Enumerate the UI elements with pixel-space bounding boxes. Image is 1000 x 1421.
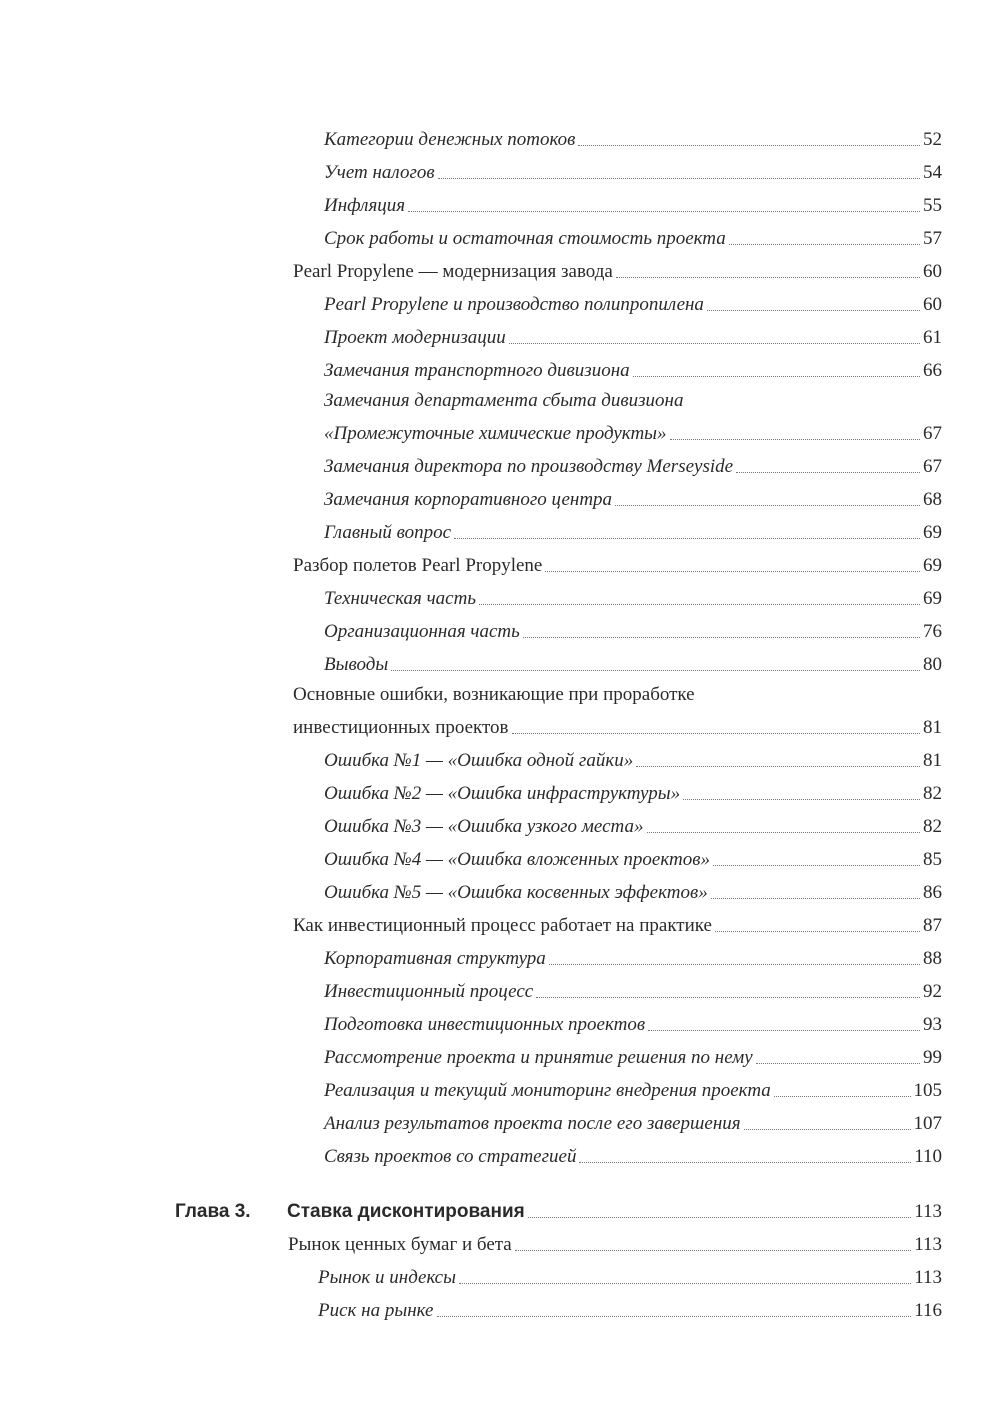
chapter-heading bbox=[0, 1190, 1000, 1223]
toc-entry[interactable] bbox=[0, 445, 1000, 478]
dot-leader bbox=[616, 277, 920, 278]
page-number: 107 bbox=[913, 1113, 942, 1134]
entry-title: Организационная часть bbox=[324, 621, 520, 642]
toc-entry[interactable] bbox=[0, 316, 1000, 349]
toc-entry[interactable] bbox=[0, 1036, 1000, 1069]
toc-entry[interactable] bbox=[0, 283, 1000, 316]
page-number: 113 bbox=[914, 1201, 942, 1222]
dot-leader bbox=[729, 244, 920, 245]
page-number: 105 bbox=[913, 1080, 942, 1101]
dot-leader bbox=[523, 637, 920, 638]
dot-leader bbox=[633, 376, 920, 377]
dot-leader bbox=[512, 733, 920, 734]
page-number: 113 bbox=[914, 1267, 942, 1288]
entry-title: Техническая часть bbox=[324, 588, 476, 609]
entry-title: Реализация и текущий мониторинг внедрения проекта bbox=[324, 1080, 771, 1101]
chapter-title: Ставка дисконтирования bbox=[287, 1201, 525, 1222]
entry-title: Проект модернизации bbox=[324, 327, 506, 348]
entry-title: Связь проектов со стратегией bbox=[324, 1146, 577, 1167]
entry-title: Замечания транспортного дивизиона bbox=[324, 360, 630, 381]
entry-title: Подготовка инвестиционных проектов bbox=[324, 1014, 646, 1035]
entry-title: Рынок ценных бумаг и бета bbox=[288, 1234, 512, 1255]
toc-entries-chapter-3 bbox=[0, 1223, 1000, 1322]
entry-title: Разбор полетов Pearl Propylene bbox=[293, 555, 543, 576]
dot-leader bbox=[479, 604, 920, 605]
dot-leader bbox=[683, 799, 920, 800]
entry-title: Инвестиционный процесс bbox=[324, 981, 534, 1002]
dot-leader bbox=[545, 571, 920, 572]
entry-title: Учет налогов bbox=[324, 162, 435, 183]
page-number: 67 bbox=[923, 423, 942, 444]
dot-leader bbox=[528, 1217, 911, 1218]
dot-leader bbox=[636, 766, 920, 767]
toc-entry[interactable] bbox=[0, 544, 1000, 577]
entry-title: Ошибка №5 — «Ошибка косвенных эффектов» bbox=[324, 882, 708, 903]
toc-entry[interactable] bbox=[0, 643, 1000, 676]
entry-title: Главный вопрос bbox=[324, 522, 452, 543]
dot-leader bbox=[670, 439, 920, 440]
dot-leader bbox=[454, 538, 920, 539]
toc-entry[interactable] bbox=[0, 1069, 1000, 1102]
page-number: 68 bbox=[923, 489, 942, 510]
page-number: 116 bbox=[914, 1300, 942, 1321]
dot-leader bbox=[715, 931, 920, 932]
toc-entry[interactable] bbox=[0, 511, 1000, 544]
toc-entry[interactable] bbox=[0, 217, 1000, 250]
entry-title: Замечания корпоративного центра bbox=[324, 489, 613, 510]
page-number: 52 bbox=[923, 129, 942, 150]
page-number: 69 bbox=[923, 522, 942, 543]
toc-entry[interactable] bbox=[0, 1135, 1000, 1168]
dot-leader bbox=[756, 1063, 920, 1064]
page-number: 80 bbox=[923, 654, 942, 675]
page-number: 61 bbox=[923, 327, 942, 348]
toc-entry[interactable] bbox=[0, 1223, 1000, 1256]
page-number: 60 bbox=[923, 294, 942, 315]
page-number: 81 bbox=[923, 717, 942, 738]
entry-title: «Промежуточные химические продукты» bbox=[324, 423, 667, 444]
dot-leader bbox=[438, 178, 920, 179]
page-number: 55 bbox=[923, 195, 942, 216]
page-number: 66 bbox=[923, 360, 942, 381]
chapter-label: Глава 3. bbox=[175, 1201, 251, 1222]
dot-leader bbox=[515, 1250, 911, 1251]
entry-title: Корпоративная структура bbox=[324, 948, 546, 969]
dot-leader bbox=[437, 1316, 912, 1317]
toc-entry[interactable] bbox=[0, 349, 1000, 382]
page-number: 92 bbox=[923, 981, 942, 1002]
entry-title: Рассмотрение проекта и принятие решения по нему bbox=[324, 1047, 753, 1068]
toc-entry[interactable] bbox=[0, 904, 1000, 937]
entry-title: Ошибка №1 — «Ошибка одной гайки» bbox=[324, 750, 634, 771]
dot-leader bbox=[578, 145, 920, 146]
page-number: 54 bbox=[923, 162, 942, 183]
toc-entry[interactable] bbox=[0, 1102, 1000, 1135]
toc-entry[interactable] bbox=[0, 478, 1000, 511]
toc-entry[interactable] bbox=[0, 1289, 1000, 1322]
page-number: 113 bbox=[914, 1234, 942, 1255]
toc-entry[interactable] bbox=[0, 151, 1000, 184]
page-number: 60 bbox=[923, 261, 942, 282]
page-number: 99 bbox=[923, 1047, 942, 1068]
entry-title-line1: Основные ошибки, возникающие при проработке bbox=[293, 684, 695, 705]
toc-entry[interactable] bbox=[0, 772, 1000, 805]
toc-entry[interactable] bbox=[0, 739, 1000, 772]
page-number: 82 bbox=[923, 816, 942, 837]
entry-title: Срок работы и остаточная стоимость проекта bbox=[324, 228, 726, 249]
page-number: 76 bbox=[923, 621, 942, 642]
entry-title: Инфляция bbox=[324, 195, 406, 216]
toc-entry[interactable] bbox=[0, 1256, 1000, 1289]
entry-title: Выводы bbox=[324, 654, 389, 675]
toc-entry[interactable] bbox=[0, 970, 1000, 1003]
toc-entry[interactable] bbox=[0, 412, 1000, 445]
entry-title-line1: Замечания департамента сбыта дивизиона bbox=[324, 390, 684, 411]
toc-entry[interactable] bbox=[0, 706, 1000, 739]
toc-entry[interactable] bbox=[0, 838, 1000, 871]
entry-title: Замечания директора по производству Merseyside bbox=[324, 456, 734, 477]
dot-leader bbox=[391, 670, 920, 671]
page-number: 57 bbox=[923, 228, 942, 249]
dot-leader bbox=[615, 505, 920, 506]
page-number: 110 bbox=[914, 1146, 942, 1167]
dot-leader bbox=[459, 1283, 911, 1284]
dot-leader bbox=[707, 310, 920, 311]
toc-entry[interactable] bbox=[0, 184, 1000, 217]
entry-title: Риск на рынке bbox=[318, 1300, 434, 1321]
entry-title: Как инвестиционный процесс работает на практике bbox=[293, 915, 712, 936]
toc-entry-title-line bbox=[0, 382, 1000, 412]
entry-title: Рынок и индексы bbox=[318, 1267, 456, 1288]
entry-title: Pearl Propylene и производство полипропилена bbox=[324, 294, 704, 315]
dot-leader bbox=[774, 1096, 911, 1097]
page-number: 67 bbox=[923, 456, 942, 477]
entry-title: Ошибка №2 — «Ошибка инфраструктуры» bbox=[324, 783, 681, 804]
entry-title: Категории денежных потоков bbox=[324, 129, 576, 150]
toc-entry[interactable] bbox=[0, 118, 1000, 151]
toc-entry[interactable] bbox=[0, 610, 1000, 643]
dot-leader bbox=[536, 997, 920, 998]
toc-entry[interactable] bbox=[0, 937, 1000, 970]
page-number: 88 bbox=[923, 948, 942, 969]
toc-entry-title-line bbox=[0, 676, 1000, 706]
entry-title: Ошибка №3 — «Ошибка узкого места» bbox=[324, 816, 644, 837]
dot-leader bbox=[711, 898, 920, 899]
dot-leader bbox=[408, 211, 920, 212]
dot-leader bbox=[509, 343, 920, 344]
page-number: 82 bbox=[923, 783, 942, 804]
toc-entries-chapter-2 bbox=[0, 118, 1000, 1168]
entry-title: Pearl Propylene — модернизация завода bbox=[293, 261, 613, 282]
page-number: 69 bbox=[923, 555, 942, 576]
page-number: 85 bbox=[923, 849, 942, 870]
toc-entry[interactable] bbox=[0, 805, 1000, 838]
page-number: 93 bbox=[923, 1014, 942, 1035]
page-number: 81 bbox=[923, 750, 942, 771]
dot-leader bbox=[579, 1162, 911, 1163]
page-number: 69 bbox=[923, 588, 942, 609]
toc-entry[interactable] bbox=[0, 1003, 1000, 1036]
dot-leader bbox=[549, 964, 920, 965]
entry-title: Анализ результатов проекта после его завершения bbox=[324, 1113, 741, 1134]
dot-leader bbox=[736, 472, 920, 473]
toc-entry[interactable] bbox=[0, 250, 1000, 283]
dot-leader bbox=[713, 865, 920, 866]
table-of-contents bbox=[0, 118, 1000, 1322]
toc-entry[interactable] bbox=[0, 577, 1000, 610]
entry-title: инвестиционных проектов bbox=[293, 717, 509, 738]
toc-entry[interactable] bbox=[0, 871, 1000, 904]
dot-leader bbox=[647, 832, 921, 833]
dot-leader bbox=[648, 1030, 920, 1031]
page-number: 87 bbox=[923, 915, 942, 936]
entry-title: Ошибка №4 — «Ошибка вложенных проектов» bbox=[324, 849, 710, 870]
page-number: 86 bbox=[923, 882, 942, 903]
dot-leader bbox=[744, 1129, 911, 1130]
